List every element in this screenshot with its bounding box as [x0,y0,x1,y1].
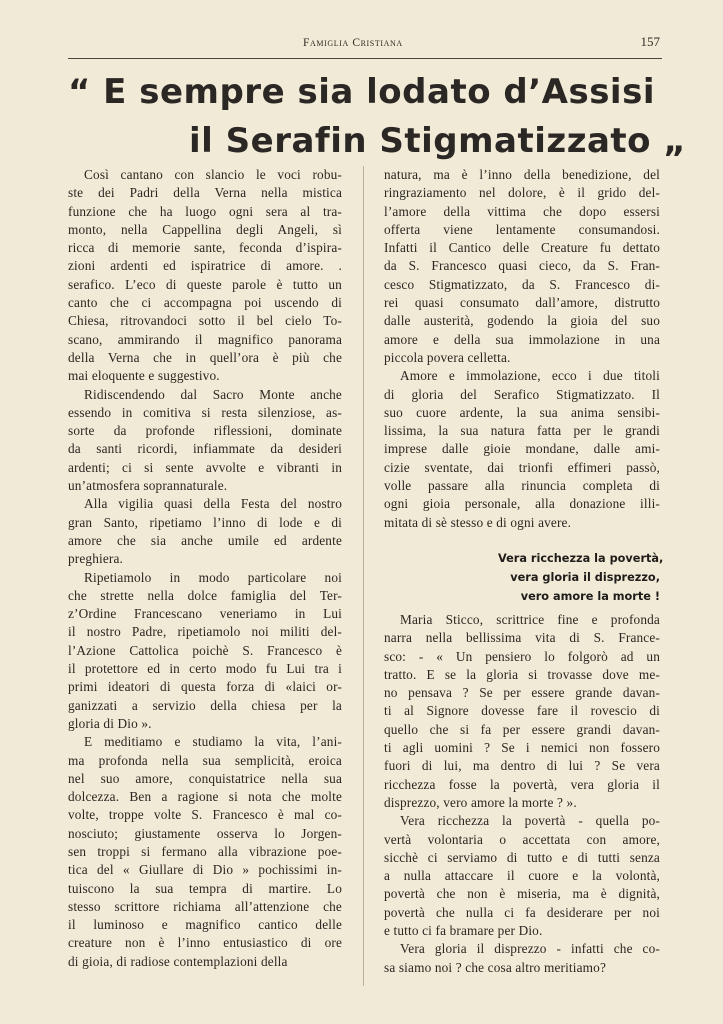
article-text-line: cizie sventate, dai trionfi effimeri passò, [384,459,660,475]
article-text-line: povertà che nulla ci fa desiderare per noi [384,904,660,920]
article-text-line: lissima, la sua natura fatta per le grandi [384,423,660,439]
article-text-line: vertà volontaria o accettata con amore, [384,831,660,847]
article-text-line: sorte da profonde riflessioni, dominate [68,423,342,439]
article-text-line: ma profonda nella sua semplicità, eroica [68,752,342,768]
article-text-line: fuori di lui, ma dentro di lui ? Se vera [384,758,660,774]
article-text-line: z’Ordine Francescano veneriamo in Lui [68,606,342,622]
article-text-line: che strette nella dolce famiglia del Ter- [68,587,342,603]
article-text-line: suo cuore ardente, la sua anima sensibi- [384,404,660,420]
article-text-line: povertà che non è miseria, ma è dignità, [384,886,660,902]
article-text-line: l’amore della vittima che dopo essersi [384,203,660,219]
article-text-line: mitata di sè stesso e di ogni avere. [384,514,572,530]
article-text-line: amore e della sua immolazione in una [384,331,660,347]
pull-quote-line: vera gloria il disprezzo, [510,571,660,584]
article-text-line: zioni ardenti ed ispiratrice di amore. . [68,258,342,274]
article-text-line: Così cantano con slancio le voci robu- [84,167,342,182]
article-text-line: quello che si fa per essere grandi davan- [384,721,660,737]
article-text-line: Ridiscendendo dal Sacro Monte anche [84,386,342,402]
article-text-line: ganizzati a servizio della chiesa per la [68,697,342,713]
article-text-line: rei quasi consumato dall’amore, distrutto [384,295,660,311]
article-text-line: sco: - « Un pensiero lo folgorò ad un [384,648,660,664]
article-text-line: funzione che ha luogo ogni sera al tra- [68,203,342,219]
article-text-line: nosciuto; giustamente osserva lo Jorgen- [68,825,342,841]
article-text-line: da S. Francesco quasi cieco, da S. Fran- [384,258,660,274]
article-text-line: tuiscono la sua tempra di martire. Lo [68,880,342,896]
pull-quote-line: vero amore la morte ! [520,590,660,603]
left-column [68,166,342,971]
article-text-line: gran Santo, ripetiamo l’inno di lode e di [68,514,342,530]
article-text-line: dolcezza. Ben a ragione si nota che molte [68,789,342,805]
article-text-line: Infatti il Cantico delle Creature fu dettato [384,240,660,256]
running-header [68,28,662,59]
article-text-line: tratto. E se la gloria si trovasse dove me- [384,666,660,682]
article-text-line: il nostro Padre, ripetiamolo noi militi del- [68,624,342,640]
article-text-line: offerta viene lentamente consumandosi. [384,221,660,237]
article-text-line: ti agli uomini ? Se i nemici non fossero [384,740,660,756]
article-text-line: sen troppi si fermano alla vibrazione poe- [68,843,342,859]
article-text-line: volte, troppe volte S. Francesco è mal co- [68,807,342,823]
article-text-line: ringraziamento nel dolore, è il grido del- [384,185,660,201]
article-text-line: gloria di Dio ». [68,715,152,731]
article-text-line: il luminoso e magnifico cantico delle [68,917,342,933]
article-text-line: nel suo amore, conquistatrice nella sua [68,770,342,786]
article-text-line: Chiesa, ritrovandoci sotto il bel cielo To- [68,313,342,329]
page-number: 157 [640,34,660,49]
article-text-line: E meditiamo e studiamo la vita, l’ani- [84,734,342,750]
pull-quote [498,549,664,606]
article-text-line: mai eloquente e suggestivo. [68,368,220,384]
article-text-line: a nulla attaccare il cuore e la volontà, [384,868,660,884]
article-text-line: piccola povera celletta. [384,349,511,365]
article-text-line: disprezzo, vero amore la morte ? ». [384,794,577,810]
article-title-line-2: il Serafin Stigmatizzato „ [189,121,687,161]
article-text-line: monto, nella Cappellina degli Angeli, sì [68,221,342,237]
article-text-line: amore che sia anche umile ed ardente [68,532,342,548]
article-text-line: della Verna che in quell’ora è più che [68,349,342,365]
article-text-line: Ripetiamolo in modo particolare noi [84,569,342,585]
article-text-line: Maria Sticco, scrittrice fine e profonda [400,612,660,627]
article-title-line-1: “ E sempre sia lodato d’Assisi [68,72,655,112]
publication-name: Famiglia Cristiana [303,37,403,49]
article-text-line: narra nella bellissima vita di S. France- [384,630,660,646]
article-text-line: Amore e immolazione, ecco i due titoli [400,368,660,384]
article-text-line: ricca di memorie sante, feconda d’ispira- [68,240,342,256]
article-text-line: dalle austerità, godendo la gioia del suo [384,313,660,329]
article-text-line: ste dei Padri della Verna nella mistica [68,185,342,201]
article-text-line: ricchezza fosse la povertà, vera gloria il [384,776,660,792]
article-text-line: ogni gioia personale, alla donazione illi- [384,496,660,512]
pull-quote-line: Vera ricchezza la povertà, [498,552,664,565]
article-text-line: Vera ricchezza la povertà - quella po- [400,813,660,829]
article-text-line: un’atmosfera soprannaturale. [68,478,228,494]
article-text-line: creature non è l’inno entusiastico di ore [68,935,342,951]
article-text-line: essendo in comitiva si resta silenziose, as- [68,404,342,420]
article-text-line: serafico. L’eco di queste parole è tutto un [68,276,342,292]
article-text-line: da santi ricordi, infiammate da desideri [68,441,342,457]
article-text-line: canto che ci accompagna poi uscendo di [68,295,342,311]
article-text-line: ardenti; ci si sente avvolte e vibranti in [68,459,342,475]
article-text-line: primi ideatori di questa forza di «laici or- [68,679,342,695]
article-text-line: natura, ma è l’inno della benedizione, del [384,167,660,182]
article-text-line: no pensava ? Se per essere grande davan- [384,685,660,701]
article-text-line: preghiera. [68,551,124,567]
article-text-line: cesco Stigmatizzato, da S. Francesco di- [384,276,660,292]
article-text-line: e tutto ci fa bramare per Dio. [384,923,543,939]
right-column-top [384,166,660,532]
article-text-line: Alla vigilia quasi della Festa del nostro [84,496,342,512]
article-text-line: volle passare alla rinuncia completa di [384,478,660,494]
article-text-line: tica del « Giullare di Dio » pochissimi in- [68,862,342,878]
column-divider [363,166,364,986]
article-text-line: Vera gloria il disprezzo - infatti che co- [400,941,660,957]
article-text-line: di gioia, di radiose contemplazioni della [68,953,288,969]
article-text-line: sa siamo noi ? che cosa altro meritiamo? [384,959,606,975]
article-text-line: ti al Signore dovesse fare il rovescio di [384,703,660,719]
article-text-line: stesso scrittore richiama all’attenzione che [68,898,342,914]
article-text-line: il protettore ed in certo modo fu Lui tra i [68,661,342,677]
right-column-bottom [384,611,660,977]
article-text-line: sicchè ci serviamo di tutto e di tutti senza [384,849,660,865]
article-text-line: scano, ammirando il magnifico panorama [68,331,342,347]
article-text-line: imprese dalle gioie mondane, dalle ami- [384,441,660,457]
article-text-line: l’Azione Cattolica poichè S. Francesco è [68,642,342,658]
article-text-line: di gloria del Serafico Stigmatizzato. Il [384,386,660,402]
